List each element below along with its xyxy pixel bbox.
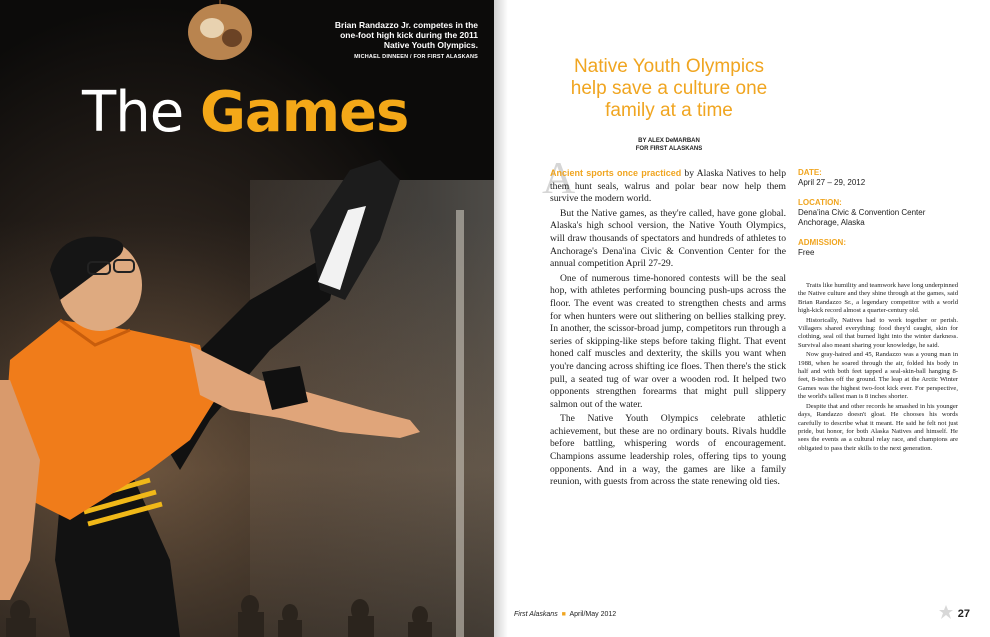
- lead-in: Ancient sports once practiced: [550, 168, 682, 178]
- paragraph-1: [542, 152, 786, 206]
- sealskin-ball: [188, 0, 252, 60]
- date-label: DATE:: [798, 168, 822, 177]
- location-value: [798, 208, 968, 228]
- paragraph-3: One of numerous time-honored contests will be the seal hop, with athletes performing bouncing push-ups across the floor. The event was created to strengthen chests and arms for when hunters were out slithering on bellies stalking prey. In another, the scissor-broad jump, competitors run through a series of skipping-like steps before taking flight. That event honed calf muscles and dexterity, the skills you want when you're dancing across shifting ice floes. Then there's the stick pull, a seated tug of war over a wooden rod. It helped two opponents strengthen forearms that might pull slippery salmon out of the water.: [550, 272, 786, 410]
- article-headline: Native Youth Olympics help save a culture one family at a time: [570, 56, 768, 121]
- side-paragraph-2: Historically, Natives had to work together or perish. Villagers shared everything: food they'd caught, skin for clothing, seal oil that burned light into the winter darkness. Survival also meant sharing your knowledge, he said.: [798, 316, 958, 349]
- admission-label: ADMISSION:: [798, 238, 846, 247]
- article-side-column: [798, 282, 958, 454]
- byline: [554, 137, 784, 153]
- ornament-icon: [938, 604, 954, 620]
- photo-caption: Brian Randazzo Jr. competes in the one-foot high kick during the 2011 Native Youth Olympics.: [334, 20, 478, 50]
- title-word-the: The: [82, 80, 184, 145]
- article-body: [542, 152, 786, 491]
- location-line-1: Dena'ina Civic & Convention Center: [798, 208, 926, 217]
- cover-photo: [0, 0, 494, 637]
- side-paragraph-1: Traits like humility and teamwork have long underpinned the Native culture and they shine through at the games, said Brian Randazzo Sr., a legendary competitor with a world high-kick record almost a quarter-century old.: [798, 282, 958, 315]
- title-word-games: Games: [199, 80, 409, 145]
- paragraph-1-text: by Alaska Natives to help them hunt seals, walrus and polar bear now help them survive the modern world.: [550, 168, 786, 205]
- paragraph-2: But the Native games, as they're called, have gone global. Alaska's high school version, the Native Youth Olympics, will draw thousands of spectators and hundreds of athletes to Anchorage's Dena'ina Civic & Convention Center for the annual competition April 27-29.: [550, 207, 786, 270]
- admission-value: Free: [798, 248, 815, 257]
- article-page: [494, 0, 990, 637]
- issue-date: April/May 2012: [569, 611, 617, 618]
- location-label: LOCATION:: [798, 198, 842, 207]
- footer-bullet: ■: [561, 611, 566, 618]
- byline-affiliation: FOR FIRST ALASKANS: [635, 146, 703, 152]
- paragraph-4: The Native Youth Olympics celebrate athletic achievement, but these are no ordinary bouts. Rivals huddle before battling, whispering words of encouragement. Champions assume leadership roles, offering tips to young opponents. And in a way, the games are like a family reunion, with guests from across the state renewing old ties.: [550, 413, 786, 488]
- event-info-sidebar: [798, 168, 968, 268]
- page-number: 27: [957, 608, 970, 620]
- photo-credit: MICHAEL DINNEEN / FOR FIRST ALASKANS: [354, 54, 478, 60]
- athlete-head: [50, 237, 142, 331]
- drop-cap: A: [542, 152, 576, 203]
- side-paragraph-3: Now gray-haired and 45, Randazzo was a young man in 1988, when he soared through the air, folded his body in half and with both feet tapped a seal-skin-ball hanging 8-feet, 8-inches off the ground. The leap at the Arctic Winter Games was the highest two-foot kick ever. For perspective, the world's tallest man is 8 inches shorter.: [798, 351, 958, 401]
- side-paragraph-4: Despite that and other records he smashed in his younger days, Randazzo doesn't gloat. He chooses his words carefully to describe what it meant. He said he felt not just pride, but honor, for both Alaska Natives and himself. He sees the events as a cultural relay race, and champions are obligated to pass their skills to the next generation.: [798, 402, 958, 452]
- date-value: April 27 – 29, 2012: [798, 178, 866, 187]
- byline-author: BY ALEX DeMARBAN: [638, 138, 700, 144]
- location-line-2: Anchorage, Alaska: [798, 218, 865, 227]
- publication-name: First Alaskans: [514, 611, 558, 618]
- feature-title: [82, 78, 408, 148]
- pole: [456, 210, 464, 637]
- page-footer: [514, 611, 616, 618]
